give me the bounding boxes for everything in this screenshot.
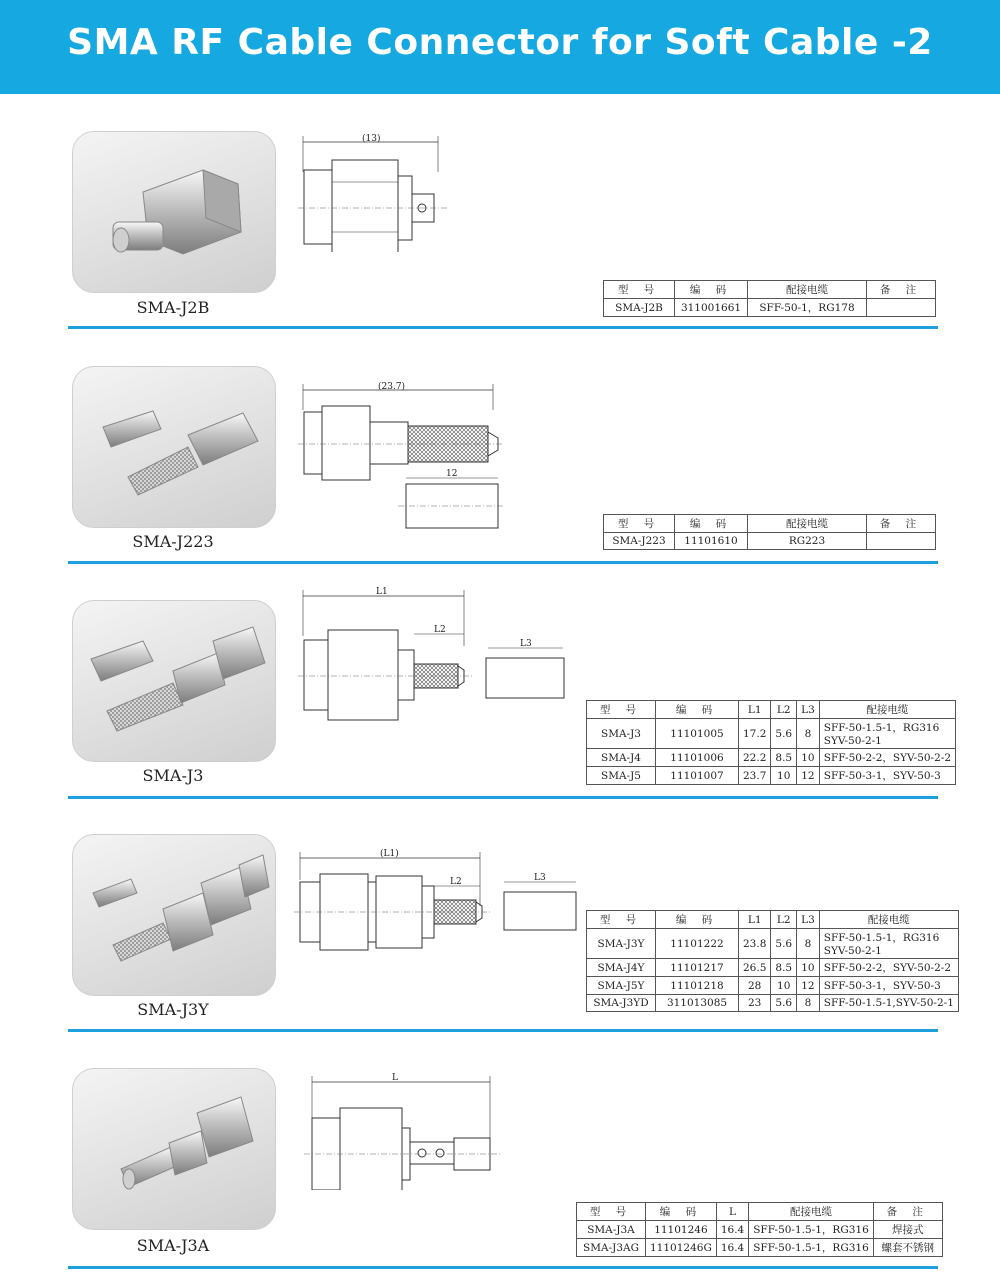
table-cell: 8.5 xyxy=(771,959,797,977)
product-photo xyxy=(72,600,276,762)
table-row xyxy=(587,749,956,767)
table-cell xyxy=(867,299,936,317)
header-cell: L3 xyxy=(797,701,820,719)
product-photo xyxy=(72,131,276,293)
header-cell: 配接电缆 xyxy=(819,911,958,929)
table-cell: 28 xyxy=(739,977,771,995)
dimension-label: (23.7) xyxy=(378,382,406,392)
table-cell: 焊接式 xyxy=(873,1221,942,1239)
spec-table xyxy=(603,514,936,550)
connector-illustration xyxy=(73,835,275,995)
header-cell: 编 码 xyxy=(646,1203,717,1221)
table-cell: 11101246 xyxy=(646,1221,717,1239)
table-cell: 23.8 xyxy=(739,929,771,959)
header-cell: 型 号 xyxy=(587,701,656,719)
table-cell: 10 xyxy=(771,767,797,785)
cable-line: SFF-50-1.5-1，RG316 xyxy=(823,932,940,944)
table-cell: SFF-50-2-2，SYV-50-2-2 xyxy=(819,959,958,977)
model-label: SMA-J3Y xyxy=(137,1000,209,1019)
table-cell: 10 xyxy=(797,959,820,977)
table-cell: 5.6 xyxy=(771,929,797,959)
table-cell: 11101610 xyxy=(675,533,748,550)
table-cell: 11101217 xyxy=(656,959,739,977)
table-cell: SMA-J223 xyxy=(604,533,675,550)
table-cell xyxy=(867,533,936,550)
dimension-label: L xyxy=(392,1073,398,1083)
header-cell: 配接电缆 xyxy=(748,515,867,533)
table-cell: 8 xyxy=(797,719,820,749)
table-cell: 11101246G xyxy=(646,1239,717,1257)
header-cell: 型 号 xyxy=(587,911,656,929)
table-cell: 11101006 xyxy=(656,749,739,767)
header-cell: L3 xyxy=(797,911,820,929)
table-cell: SMA-J3AG xyxy=(577,1239,646,1257)
section-divider xyxy=(68,561,938,564)
table-cell: 311001661 xyxy=(675,299,748,317)
product-photo xyxy=(72,834,276,996)
table-row xyxy=(587,719,956,749)
page-title: SMA RF Cable Connector for Soft Cable -2 xyxy=(67,22,933,63)
table-cell: 12 xyxy=(797,977,820,995)
table-cell: 16.4 xyxy=(716,1239,748,1257)
table-cell: SMA-J3YD xyxy=(587,995,656,1012)
header-cell: 备 注 xyxy=(867,515,936,533)
section-divider xyxy=(68,326,938,329)
table-cell: 16.4 xyxy=(716,1221,748,1239)
table-cell: 11101007 xyxy=(656,767,739,785)
model-label: SMA-J223 xyxy=(132,532,214,551)
cable-line: SYV-50-2-1 xyxy=(823,945,882,957)
table-cell: SMA-J3Y xyxy=(587,929,656,959)
table-cell xyxy=(819,929,958,959)
table-cell: 311013085 xyxy=(656,995,739,1012)
product-photo xyxy=(72,1068,276,1230)
dimension-label: 12 xyxy=(446,469,458,479)
table-row xyxy=(587,977,959,995)
spec-table xyxy=(576,1202,943,1257)
table-cell: 11101218 xyxy=(656,977,739,995)
dimension-label: L1 xyxy=(376,587,388,597)
table-cell: SFF-50-1.5-1，RG316 xyxy=(749,1221,874,1239)
table-cell: 11101222 xyxy=(656,929,739,959)
header-cell: L1 xyxy=(739,701,771,719)
spec-table xyxy=(586,700,956,785)
header-cell: 型 号 xyxy=(604,281,675,299)
cable-line: SFF-50-1.5-1，RG316 xyxy=(823,722,940,734)
table-cell: SFF-50-1，RG178 xyxy=(748,299,867,317)
header-cell: 编 码 xyxy=(675,515,748,533)
header-cell: 编 码 xyxy=(656,911,739,929)
table-row xyxy=(587,767,956,785)
table-cell: 5.6 xyxy=(771,719,797,749)
table-cell: 26.5 xyxy=(739,959,771,977)
section-divider xyxy=(68,1029,938,1032)
dimension-label: L3 xyxy=(520,639,532,649)
table-cell: 螺套不锈钢 xyxy=(873,1239,942,1257)
header-cell: 配接电缆 xyxy=(819,701,955,719)
model-label: SMA-J2B xyxy=(136,298,210,317)
title-banner xyxy=(0,0,1000,94)
connector-illustration xyxy=(73,601,275,761)
table-row xyxy=(577,1221,943,1239)
table-cell: SFF-50-3-1，SYV-50-3 xyxy=(819,767,955,785)
header-cell: L1 xyxy=(739,911,771,929)
header-cell: 型 号 xyxy=(604,515,675,533)
table-row xyxy=(587,959,959,977)
table-cell: SMA-J4Y xyxy=(587,959,656,977)
dimension-label: L2 xyxy=(434,625,446,635)
connector-illustration xyxy=(73,132,275,292)
header-cell: L xyxy=(716,1203,748,1221)
header-cell: L2 xyxy=(771,701,797,719)
spec-table xyxy=(586,910,959,1012)
header-cell: 备 注 xyxy=(873,1203,942,1221)
dimension-label: (13) xyxy=(362,134,381,144)
model-label: SMA-J3A xyxy=(136,1236,210,1255)
model-label: SMA-J3 xyxy=(142,766,204,785)
table-cell: SFF-50-1.5-1,SYV-50-2-1 xyxy=(819,995,958,1012)
table-cell: RG223 xyxy=(748,533,867,550)
header-cell: 型 号 xyxy=(577,1203,646,1221)
cable-line: SYV-50-2-1 xyxy=(823,735,882,747)
table-cell: SMA-J5 xyxy=(587,767,656,785)
table-row xyxy=(604,533,936,550)
connector-illustration xyxy=(73,367,275,527)
table-cell: SFF-50-1.5-1，RG316 xyxy=(749,1239,874,1257)
header-cell: 配接电缆 xyxy=(748,281,867,299)
table-cell: 22.2 xyxy=(739,749,771,767)
connector-illustration xyxy=(73,1069,275,1229)
header-cell: 配接电缆 xyxy=(749,1203,874,1221)
header-cell: 编 码 xyxy=(656,701,739,719)
dimension-drawing xyxy=(298,380,508,540)
table-cell: 8 xyxy=(797,995,820,1012)
table-cell: 8 xyxy=(797,929,820,959)
dimension-drawing xyxy=(304,1070,504,1190)
table-cell: 10 xyxy=(797,749,820,767)
dimension-drawing xyxy=(294,846,584,956)
table-cell: SMA-J3A xyxy=(577,1221,646,1239)
header-cell: 编 码 xyxy=(675,281,748,299)
table-cell: SMA-J5Y xyxy=(587,977,656,995)
table-cell: 23.7 xyxy=(739,767,771,785)
table-cell: 10 xyxy=(771,977,797,995)
table-cell: 23 xyxy=(739,995,771,1012)
table-cell: 12 xyxy=(797,767,820,785)
dimension-label: L3 xyxy=(534,873,546,883)
dimension-label: (L1) xyxy=(380,849,399,859)
table-cell: SMA-J3 xyxy=(587,719,656,749)
section-divider xyxy=(68,796,938,799)
dimension-drawing xyxy=(298,132,448,252)
dimension-drawing xyxy=(298,586,578,726)
table-cell: 5.6 xyxy=(771,995,797,1012)
product-photo xyxy=(72,366,276,528)
table-row xyxy=(577,1239,943,1257)
section-divider xyxy=(68,1266,938,1269)
table-cell: SMA-J4 xyxy=(587,749,656,767)
table-cell: 17.2 xyxy=(739,719,771,749)
table-row xyxy=(587,995,959,1012)
header-cell: L2 xyxy=(771,911,797,929)
dimension-label: L2 xyxy=(450,877,462,887)
table-cell: 11101005 xyxy=(656,719,739,749)
table-cell: SFF-50-2-2，SYV-50-2-2 xyxy=(819,749,955,767)
table-cell xyxy=(819,719,955,749)
table-row xyxy=(587,929,959,959)
table-row xyxy=(604,299,936,317)
spec-table xyxy=(603,280,936,317)
table-cell: SMA-J2B xyxy=(604,299,675,317)
table-cell: 8.5 xyxy=(771,749,797,767)
table-cell: SFF-50-3-1，SYV-50-3 xyxy=(819,977,958,995)
header-cell: 备 注 xyxy=(867,281,936,299)
